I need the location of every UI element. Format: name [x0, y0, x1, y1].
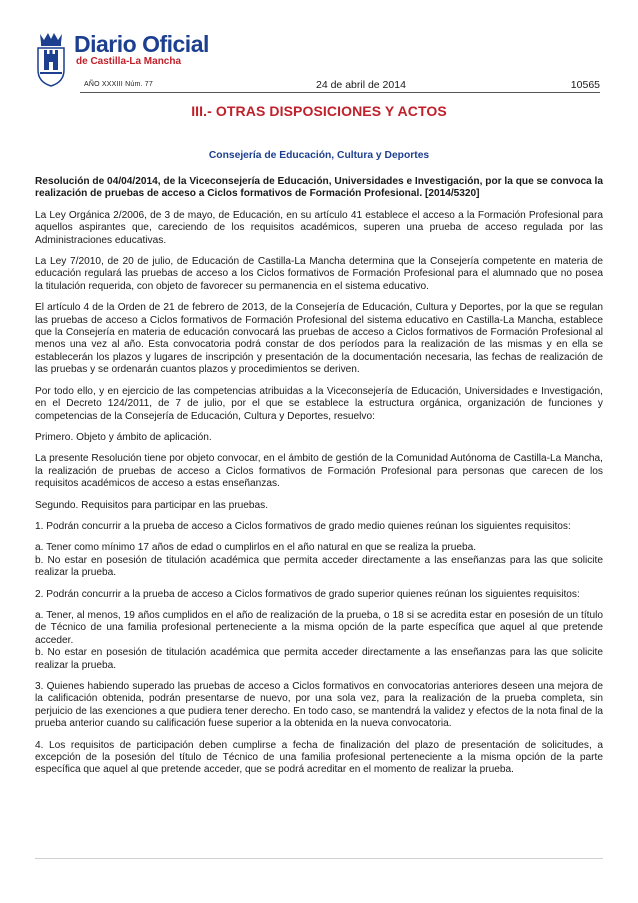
article-heading: Segundo. Requisitos para participar en las pruebas. [35, 499, 269, 511]
paragraph: 4. Los requisitos de participación deben cumplirse a fecha de finalización del plazo de presentación de solicitudes, a excepción de la posesión del título de Técnico de una familia profesional perteneciente a la misma opción de la parte específica que aquel al que pretende acceder, que se podrá acreditar en el momento de realizar la prueba. [35, 739, 603, 776]
department-name: Consejería de Educación, Cultura y Deportes [208, 150, 430, 161]
logo-subtitle: de Castilla-La Mancha [76, 56, 182, 67]
issue-info-row [80, 79, 600, 93]
list-item: a. Tener como mínimo 17 años de edad o cumplirlos en el año natural en que se realiza la prueba. [35, 542, 477, 554]
header-divider [80, 92, 600, 93]
section-title: III.- OTRAS DISPOSICIONES Y ACTOS [191, 103, 447, 119]
issue-date: 24 de abril de 2014 [316, 79, 406, 91]
list-item: b. No estar en posesión de titulación académica que permita acceder directamente a las enseñanzas para las que solicite realizar la prueba. [35, 647, 603, 671]
paragraph: La Ley Orgánica 2/2006, de 3 de mayo, de Educación, en su artículo 41 establece el acceso a la Formación Profesional para aquellos aspirantes que, careciendo de los requisitos académicos, superen una prueba de acceso regulada por las Administraciones educativas. [35, 209, 603, 246]
paragraph: El artículo 4 de la Orden de 21 de febrero de 2013, de la Consejería de Educación, Cultura y Deportes, por la que se regulan las pruebas de acceso a Ciclos formativos de Formación Profesional del sistema educativo en Castilla-La Mancha, establece que la Consejería en materia de educación convocará las pruebas de acceso a Ciclos formativos de Formación Profesional al menos una vez al año. Esta convocatoria podrá constar de dos períodos para la realización de las mismas y en ella se establecerán los plazos y lugares de inscripción y presentación de la documentación necesaria, las fechas de realización de las pruebas y se ordenarán cuantos plazos y procedimientos se deriven. [35, 302, 603, 376]
paragraph: 3. Quienes habiendo superado las pruebas de acceso a Ciclos formativos en convocatorias anteriores deseen una mejora de la calificación obtenida, podrán presentarse de nuevo, por una sola vez, para la realización de la prueba completa, sin perjuicio de las exenciones a que pudiera tener derecho. En todo caso, se mantendrá la validez y efectos de la nota final de la prueba anterior cuando su calificación fuese superior a la obtenida en la nueva convocatoria. [35, 681, 603, 730]
logo [74, 32, 209, 67]
list-item: b. No estar en posesión de titulación académica que permita acceder directamente a las enseñanzas para las que solicite realizar la prueba. [35, 554, 603, 579]
coat-of-arms-icon [34, 30, 68, 88]
page-number: 10565 [570, 79, 600, 91]
volume-number: AÑO XXXIII Núm. 77 [84, 81, 153, 88]
resolution-title: Resolución de 04/04/2014, de la Viceconsejería de Educación, Universidades e Investigación, por la que se convoca la realización de pruebas de acceso a Ciclos formativos de Formación Profesional. [2014/5320] [35, 176, 603, 200]
paragraph: Por todo ello, y en ejercicio de las competencias atribuidas a la Viceconsejería de Educación, Universidades e Investigación, en el Decreto 124/2011, de 7 de julio, por el que se establece la estructura orgánica, organización de funciones y competencias de la Consejería de Educación, Cultura y Deportes, resuelvo: [35, 385, 603, 422]
list-item: a. Tener, al menos, 19 años cumplidos en el año de realización de la prueba, o 18 si se acredita estar en posesión de un título de Técnico de una familia profesional perteneciente a la misma opción de la parte específica que aquel al que pretende acceder. [35, 609, 603, 646]
paragraph: La Ley 7/2010, de 20 de julio, de Educación de Castilla-La Mancha determina que la Consejería competente en materia de educación regulará las pruebas de acceso a los Ciclos formativos de Formación Profesional para el alumnado que no posea la titulación requerida, con objeto de favorecer su permanencia en el sistema educativo. [35, 256, 603, 292]
document-body [35, 176, 603, 786]
paragraph: 1. Podrán concurrir a la prueba de acceso a Ciclos formativos de grado medio quienes reúnan los siguientes requisitos: [35, 520, 571, 532]
paragraph: 2. Podrán concurrir a la prueba de acceso a Ciclos formativos de grado superior quienes reúnan los siguientes requisitos: [35, 588, 580, 600]
article-heading: Primero. Objeto y ámbito de aplicación. [35, 431, 212, 443]
logo-title: Diario Oficial [74, 31, 209, 57]
footer-divider [35, 858, 603, 859]
paragraph: La presente Resolución tiene por objeto convocar, en el ámbito de gestión de la Comunidad Autónoma de Castilla-La Mancha, la realización de pruebas de acceso a Ciclos formativos de Formación Profesional para personas que carecen de los requisitos académicos de acceso a estas enseñanzas. [35, 453, 603, 490]
